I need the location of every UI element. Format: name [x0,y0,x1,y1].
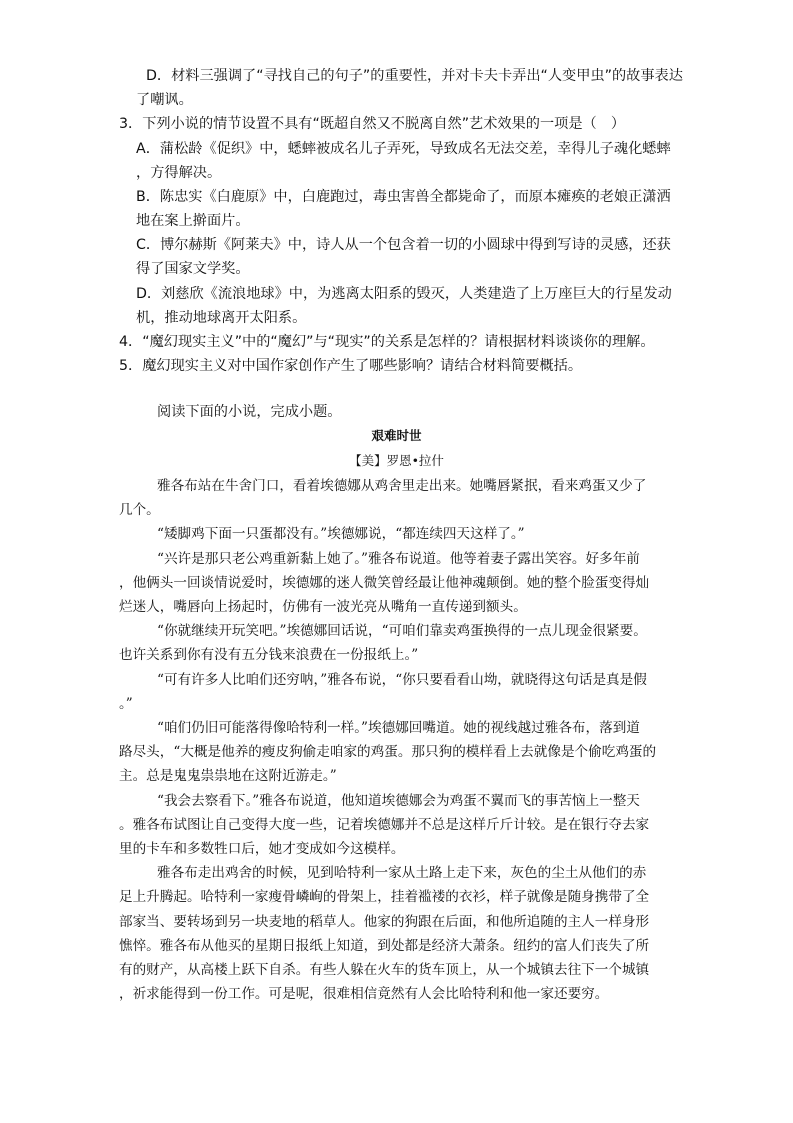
q3-option-a-line2: ，方得解决。 [136,165,222,181]
paragraph-6-line1: “咱们仍旧可能落得像哈特利一样。”埃德娜回嘴道。她的视线越过雅各布，落到道 [157,720,640,736]
story-title: 艰难时世 [371,428,422,443]
paragraph-8-line3: 部家当、要转场到另一块麦地的稻草人。他家的狗跟在后面，和他所追随的主人一样身形 [119,914,650,930]
option-d-q2-line2: 了嘲讽。 [136,92,193,108]
q3-option-b-line1: B．陈忠实《白鹿原》中，白鹿跑过，毒虫害兽全都毙命了，而原本瘫痪的老娘正潇洒 [136,189,671,205]
paragraph-1-line2: 几个。 [119,502,160,518]
paragraph-8-line1: 雅各布走出鸡舍的时候，见到哈特利一家从土路上走下来，灰色的尘土从他们的赤 [157,865,647,881]
paragraph-8-line5: 有的财产，从高楼上跃下自杀。有些人躲在火车的货车顶上，从一个城镇去往下一个城镇 [119,962,650,978]
q3-option-b-line2: 地在案上擀面片。 [136,213,250,229]
q3-option-a-line1: A．蒲松龄《促织》中，蟋蟀被成名儿子弄死，导致成名无法交差，幸得儿子魂化蟋蟀 [136,141,671,157]
q3-option-c-line2: 得了国家文学奖。 [136,261,250,277]
paragraph-6-line2: 路尽头，“大概是他养的瘦皮狗偷走咱家的鸡蛋。那只狗的模样看上去就像是个偷吃鸡蛋的 [119,744,657,760]
paragraph-6-line3: 主。总是鬼鬼祟祟地在这附近游走。” [119,768,337,784]
paragraph-8-line6: ，祈求能得到一份工作。可是呢，很难相信竟然有人会比哈特利和他一家还要穷。 [119,986,609,1002]
option-d-q2-line1: D．材料三强调了“寻找自己的句子”的重要性，并对卡夫卡弄出“人变甲虫”的故事表达 [146,68,683,84]
question-5: 5．魔幻现实主义对中国作家创作产生了哪些影响？请结合材料简要概括。 [119,358,583,374]
paragraph-3-line1: “兴许是那只老公鸡重新黏上她了。”雅各布说道。他等着妻子露出笑容。好多年前 [157,551,640,567]
paragraph-3-line2: ，他俩头一回谈情说爱时，埃德娜的迷人微笑曾经最让他神魂颠倒。她的整个脸蛋变得灿 [119,575,650,591]
paragraph-4-line2: 也许关系到你有没有五分钱来浪费在一份报纸上。” [119,647,419,663]
paragraph-5-line1: “可有许多人比咱们还穷呐，”雅各布说，“你只要看看山坳，就晓得这句话是真是假 [157,672,647,688]
paragraph-7-line1: “我会去察看下。”雅各布说道，他知道埃德娜会为鸡蛋不翼而飞的事苦恼上一整天 [157,793,640,809]
paragraph-7-line3: 里的卡车和多数牲口后，她才变成如今这模样。 [119,841,405,857]
paragraph-5-line2: 。” [119,696,133,712]
q3-option-d-line2: 机，推动地球离开太阳系。 [136,310,307,326]
paragraph-4-line1: “你就继续开玩笑吧。”埃德娜回话说，“可咱们靠卖鸡蛋换得的一点儿现金很紧要。 [157,623,647,639]
question-3-stem: 3．下列小说的情节设置不具有“既超自然又不脱离自然”艺术效果的一项是（ ） [119,116,626,132]
q3-option-d-line1: D．刘慈欣《流浪地球》中，为逃离太阳系的毁灭，人类建造了上万座巨大的行星发动 [136,286,672,302]
q3-option-c-line1: C．博尔赫斯《阿莱夫》中，诗人从一个包含着一切的小圆球中得到写诗的灵感，还获 [136,237,671,253]
paragraph-3-line3: 烂迷人，嘴唇向上扬起时，仿佛有一波光亮从嘴角一直传递到额头。 [119,599,527,615]
paragraph-8-line2: 足上升腾起。哈特利一家瘦骨嶙峋的骨架上，挂着褴褛的衣衫，样子就像是随身携带了全 [119,889,650,905]
paragraph-8-line4: 憔悴。雅各布从他买的星期日报纸上知道，到处都是经济大萧条。纽约的富人们丧失了所 [119,938,650,954]
paragraph-2-line1: “矮脚鸡下面一只蛋都没有。”埃德娜说，“都连续四天这样了。” [157,526,525,542]
paragraph-7-line2: 。雅各布试图让自己变得大度一些，记着埃德娜并不总是这样斤斤计较。是在银行夺去家 [119,817,650,833]
story-author: 【美】罗恩•拉什 [349,453,444,468]
paragraph-1-line1: 雅各布站在牛舍门口，看着埃德娜从鸡舍里走出来。她嘴唇紧抿，看来鸡蛋又少了 [157,478,647,494]
reading-instruction: 阅读下面的小说，完成小题。 [157,404,342,420]
question-4: 4．“魔幻现实主义”中的“魔幻”与“现实”的关系是怎样的？请根据材料谈谈你的理解。 [119,334,655,350]
